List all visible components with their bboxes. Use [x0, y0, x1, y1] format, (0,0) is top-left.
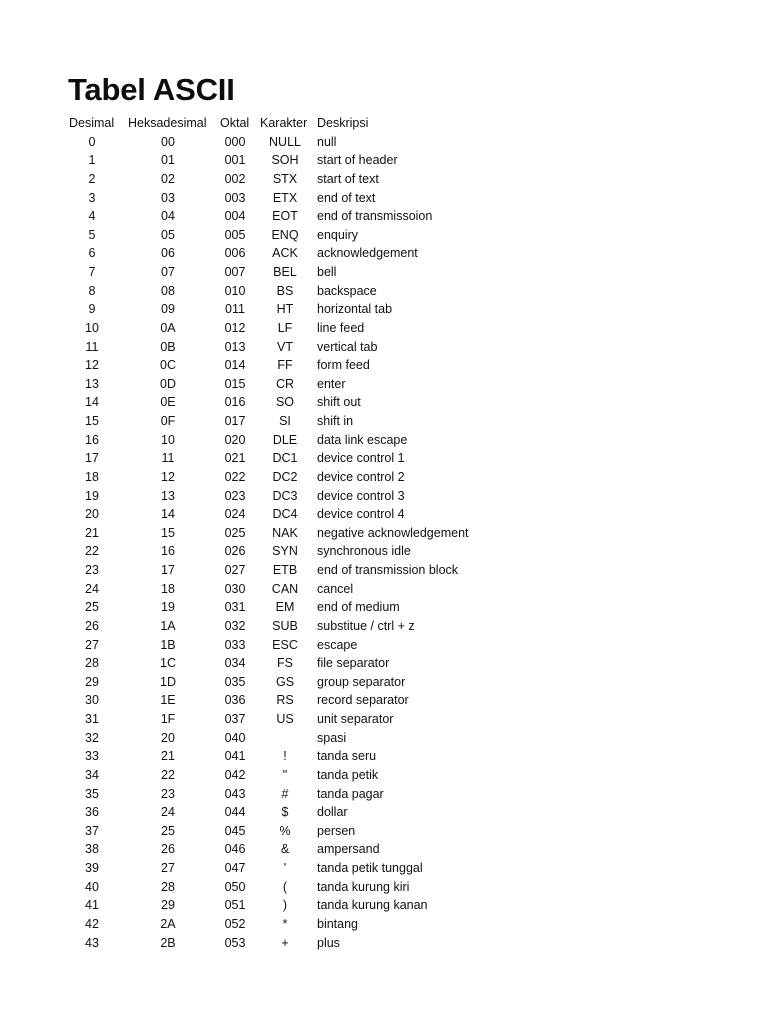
cell-desimal: 37 — [85, 823, 99, 838]
cell-deskripsi: end of transmissoion — [317, 209, 433, 224]
table-row — [0, 691, 768, 710]
cell-karakter: # — [281, 786, 289, 801]
cell-deskripsi: enter — [317, 376, 346, 391]
cell-oktal: 050 — [224, 879, 246, 894]
table-row — [0, 729, 768, 748]
table-row — [0, 189, 768, 208]
cell-deskripsi: end of medium — [317, 600, 400, 615]
cell-karakter: GS — [275, 674, 295, 689]
cell-heksadesimal: 0E — [160, 395, 176, 410]
cell-deskripsi: enquiry — [317, 227, 358, 242]
cell-heksadesimal: 23 — [161, 786, 175, 801]
cell-desimal: 11 — [85, 339, 99, 354]
cell-karakter: ETX — [272, 190, 298, 205]
cell-karakter: SYN — [272, 544, 298, 559]
cell-oktal: 022 — [224, 469, 246, 484]
cell-karakter: SI — [279, 414, 291, 428]
table-row — [0, 747, 768, 766]
cell-deskripsi: tanda kurung kanan — [317, 898, 428, 913]
cell-oktal: 013 — [224, 339, 246, 354]
cell-deskripsi: unit separator — [317, 712, 394, 726]
table-row — [0, 282, 768, 301]
cell-oktal: 006 — [224, 246, 246, 261]
cell-deskripsi: tanda seru — [317, 749, 377, 764]
cell-desimal: 38 — [85, 842, 99, 857]
header-oktal: Oktal — [220, 116, 250, 130]
cell-oktal: 036 — [224, 693, 246, 708]
cell-desimal: 40 — [85, 879, 99, 894]
cell-desimal: 12 — [85, 358, 99, 373]
cell-karakter: % — [279, 823, 291, 838]
cell-oktal: 037 — [224, 712, 246, 726]
cell-karakter: BEL — [273, 265, 297, 279]
cell-desimal: 10 — [85, 320, 99, 335]
cell-deskripsi: persen — [317, 823, 356, 838]
cell-karakter: FS — [277, 656, 293, 671]
cell-desimal: 35 — [85, 786, 99, 801]
cell-karakter: NAK — [272, 525, 298, 540]
cell-heksadesimal: 1A — [160, 618, 176, 633]
cell-oktal: 002 — [224, 171, 246, 186]
cell-heksadesimal: 1C — [160, 656, 176, 671]
page-title: Tabel ASCII — [68, 72, 235, 107]
cell-oktal: 005 — [224, 227, 246, 242]
ascii-table — [0, 114, 768, 952]
cell-desimal: 3 — [88, 190, 96, 205]
cell-deskripsi: null — [317, 134, 337, 149]
cell-karakter: LF — [277, 320, 293, 335]
cell-deskripsi: device control 2 — [317, 469, 405, 484]
cell-karakter: & — [280, 842, 290, 857]
cell-desimal: 15 — [85, 414, 99, 428]
cell-karakter: + — [281, 935, 289, 950]
cell-desimal: 9 — [88, 302, 96, 317]
cell-oktal: 033 — [224, 637, 246, 652]
cell-karakter: DC1 — [272, 451, 298, 466]
cell-desimal: 22 — [85, 544, 99, 559]
cell-heksadesimal: 26 — [161, 842, 175, 857]
cell-heksadesimal: 25 — [161, 823, 175, 838]
table-row — [0, 207, 768, 226]
cell-deskripsi: bell — [317, 265, 337, 279]
cell-oktal: 046 — [224, 842, 246, 857]
cell-heksadesimal: 14 — [161, 507, 175, 522]
cell-heksadesimal: 10 — [161, 432, 175, 447]
cell-desimal: 25 — [85, 600, 99, 615]
cell-karakter: * — [282, 916, 288, 931]
cell-desimal: 34 — [85, 767, 99, 782]
cell-desimal: 28 — [85, 656, 99, 671]
cell-heksadesimal: 28 — [161, 879, 175, 894]
cell-deskripsi: line feed — [317, 320, 365, 335]
cell-desimal: 42 — [85, 916, 99, 931]
cell-desimal: 18 — [85, 469, 99, 484]
cell-desimal: 2 — [88, 171, 96, 186]
cell-desimal: 13 — [85, 376, 99, 391]
cell-oktal: 031 — [224, 600, 246, 615]
table-row — [0, 133, 768, 152]
table-row — [0, 375, 768, 394]
cell-heksadesimal: 1B — [160, 637, 176, 652]
table-row — [0, 785, 768, 804]
cell-heksadesimal: 0F — [160, 414, 176, 428]
cell-heksadesimal: 11 — [161, 451, 175, 466]
cell-oktal: 030 — [224, 581, 246, 596]
cell-heksadesimal: 2B — [160, 935, 176, 950]
table-row — [0, 263, 768, 282]
cell-karakter: ' — [283, 861, 287, 875]
cell-desimal: 5 — [88, 227, 96, 242]
cell-deskripsi: device control 1 — [317, 451, 405, 466]
cell-deskripsi: group separator — [317, 674, 406, 689]
table-row — [0, 822, 768, 841]
cell-desimal: 31 — [85, 712, 99, 726]
table-row — [0, 896, 768, 915]
cell-deskripsi: backspace — [317, 283, 377, 298]
header-heksadesimal: Heksadesimal — [128, 116, 207, 130]
cell-oktal: 015 — [224, 376, 246, 391]
cell-deskripsi: synchronous idle — [317, 544, 411, 559]
cell-deskripsi: tanda pagar — [317, 786, 384, 801]
cell-oktal: 000 — [224, 134, 246, 149]
cell-heksadesimal: 24 — [161, 805, 175, 820]
cell-heksadesimal: 0A — [160, 320, 176, 335]
cell-desimal: 0 — [88, 134, 96, 149]
cell-deskripsi: spasi — [317, 730, 347, 745]
cell-desimal: 24 — [85, 581, 99, 596]
cell-karakter: FF — [277, 358, 293, 373]
cell-heksadesimal: 0D — [160, 376, 176, 391]
cell-desimal: 16 — [85, 432, 99, 447]
cell-oktal: 042 — [224, 767, 246, 782]
cell-karakter: BS — [276, 283, 294, 298]
cell-oktal: 003 — [224, 190, 246, 205]
table-row — [0, 915, 768, 934]
cell-deskripsi: acknowledgement — [317, 246, 418, 261]
table-row — [0, 580, 768, 599]
cell-karakter: DC3 — [272, 488, 298, 503]
cell-oktal: 044 — [224, 805, 246, 820]
cell-desimal: 23 — [85, 563, 99, 577]
cell-deskripsi: shift out — [317, 395, 361, 410]
table-row — [0, 524, 768, 543]
cell-deskripsi: bintang — [317, 916, 359, 931]
table-row — [0, 468, 768, 487]
cell-deskripsi: file separator — [317, 656, 390, 671]
cell-karakter: " — [282, 767, 288, 782]
cell-deskripsi: tanda petik tunggal — [317, 861, 423, 875]
table-row — [0, 542, 768, 561]
cell-oktal: 043 — [224, 786, 246, 801]
header-karakter: Karakter — [260, 116, 308, 130]
cell-heksadesimal: 0B — [160, 339, 176, 354]
cell-deskripsi: end of text — [317, 190, 376, 205]
table-row — [0, 170, 768, 189]
cell-desimal: 14 — [85, 395, 99, 410]
cell-oktal: 047 — [224, 861, 246, 875]
cell-heksadesimal: 20 — [161, 730, 175, 745]
cell-heksadesimal: 22 — [161, 767, 175, 782]
cell-heksadesimal: 15 — [161, 525, 175, 540]
table-row — [0, 636, 768, 655]
cell-deskripsi: record separator — [317, 693, 409, 708]
cell-heksadesimal: 0C — [160, 358, 176, 373]
table-row — [0, 598, 768, 617]
table-row — [0, 505, 768, 524]
cell-karakter: ESC — [272, 637, 298, 652]
cell-oktal: 027 — [224, 563, 246, 577]
table-row — [0, 561, 768, 580]
cell-desimal: 8 — [88, 283, 96, 298]
table-row — [0, 244, 768, 263]
table-row — [0, 859, 768, 878]
table-row — [0, 710, 768, 729]
table-row — [0, 226, 768, 245]
cell-oktal: 052 — [224, 916, 246, 931]
cell-heksadesimal: 05 — [161, 227, 175, 242]
cell-oktal: 035 — [224, 674, 246, 689]
table-row — [0, 766, 768, 785]
cell-desimal: 39 — [85, 861, 99, 875]
cell-karakter: STX — [272, 171, 298, 186]
cell-oktal: 053 — [224, 935, 246, 950]
cell-oktal: 010 — [224, 283, 246, 298]
cell-heksadesimal: 02 — [161, 171, 175, 186]
cell-oktal: 012 — [224, 320, 246, 335]
cell-desimal: 21 — [85, 525, 99, 540]
cell-deskripsi: vertical tab — [317, 339, 378, 354]
table-row — [0, 151, 768, 170]
cell-deskripsi: form feed — [317, 358, 370, 373]
cell-oktal: 040 — [224, 730, 246, 745]
cell-heksadesimal: 21 — [161, 749, 175, 764]
cell-deskripsi: tanda petik — [317, 767, 379, 782]
cell-deskripsi: cancel — [317, 581, 354, 596]
table-row — [0, 840, 768, 859]
table-row — [0, 487, 768, 506]
cell-oktal: 007 — [224, 265, 246, 279]
table-row — [0, 617, 768, 636]
table-row — [0, 431, 768, 450]
cell-deskripsi: device control 3 — [317, 488, 405, 503]
cell-desimal: 1 — [88, 153, 96, 168]
cell-deskripsi: negative acknowledgement — [317, 525, 469, 540]
cell-karakter: ETB — [272, 563, 298, 577]
cell-karakter: EOT — [272, 209, 298, 224]
header-deskripsi: Deskripsi — [317, 116, 369, 130]
cell-desimal: 41 — [85, 898, 99, 913]
cell-karakter: DLE — [272, 432, 298, 447]
cell-karakter: ACK — [272, 246, 298, 261]
cell-oktal: 014 — [224, 358, 246, 373]
cell-deskripsi: start of text — [317, 171, 379, 186]
cell-heksadesimal: 2A — [160, 916, 176, 931]
cell-oktal: 020 — [224, 432, 246, 447]
cell-heksadesimal: 13 — [161, 488, 175, 503]
cell-heksadesimal: 09 — [161, 302, 175, 317]
cell-karakter: NULL — [269, 134, 301, 149]
cell-deskripsi: data link escape — [317, 432, 408, 447]
table-row — [0, 412, 768, 431]
cell-oktal: 004 — [224, 209, 246, 224]
cell-desimal: 20 — [85, 507, 99, 522]
cell-desimal: 30 — [85, 693, 99, 708]
cell-oktal: 026 — [224, 544, 246, 559]
table-row — [0, 300, 768, 319]
cell-karakter: CR — [275, 376, 295, 391]
cell-oktal: 017 — [224, 414, 246, 428]
cell-heksadesimal: 03 — [161, 190, 175, 205]
cell-karakter: SOH — [271, 153, 299, 168]
table-row — [0, 654, 768, 673]
cell-heksadesimal: 08 — [161, 283, 175, 298]
cell-heksadesimal: 06 — [161, 246, 175, 261]
cell-deskripsi: escape — [317, 637, 358, 652]
table-row — [0, 393, 768, 412]
cell-karakter: $ — [281, 805, 289, 820]
cell-deskripsi: plus — [317, 935, 340, 950]
header-desimal: Desimal — [69, 116, 115, 130]
cell-karakter: ! — [283, 749, 287, 764]
cell-deskripsi: start of header — [317, 153, 398, 168]
cell-oktal: 025 — [224, 525, 246, 540]
table-row — [0, 356, 768, 375]
cell-karakter: SUB — [272, 618, 298, 633]
cell-heksadesimal: 00 — [161, 134, 175, 149]
cell-karakter: DC4 — [272, 507, 298, 522]
table-row — [0, 934, 768, 953]
cell-deskripsi: device control 4 — [317, 507, 405, 522]
cell-desimal: 27 — [85, 637, 99, 652]
cell-heksadesimal: 1F — [160, 712, 176, 726]
cell-oktal: 016 — [224, 395, 246, 410]
cell-heksadesimal: 27 — [161, 861, 175, 875]
table-row — [0, 319, 768, 338]
cell-desimal: 36 — [85, 805, 99, 820]
table-row — [0, 673, 768, 692]
cell-oktal: 024 — [224, 507, 246, 522]
cell-deskripsi: horizontal tab — [317, 302, 393, 317]
cell-karakter: SO — [275, 395, 295, 410]
table-body — [0, 133, 768, 953]
cell-oktal: 023 — [224, 488, 246, 503]
cell-heksadesimal: 18 — [161, 581, 175, 596]
cell-heksadesimal: 1D — [160, 674, 176, 689]
cell-desimal: 43 — [85, 935, 99, 950]
cell-heksadesimal: 01 — [161, 153, 175, 168]
cell-deskripsi: substitue / ctrl + z — [317, 618, 415, 633]
cell-heksadesimal: 1E — [160, 693, 176, 708]
table-header-row — [0, 114, 768, 133]
cell-heksadesimal: 07 — [161, 265, 175, 279]
cell-deskripsi: end of transmission block — [317, 563, 459, 577]
cell-oktal: 011 — [225, 302, 245, 317]
cell-desimal: 4 — [88, 209, 96, 224]
cell-karakter: CAN — [271, 581, 299, 596]
cell-karakter: EM — [275, 600, 295, 615]
cell-heksadesimal: 16 — [161, 544, 175, 559]
table-row — [0, 449, 768, 468]
table-row — [0, 803, 768, 822]
cell-desimal: 32 — [85, 730, 99, 745]
cell-deskripsi: shift in — [317, 414, 354, 428]
cell-karakter: ( — [282, 879, 288, 894]
cell-oktal: 051 — [224, 898, 246, 913]
cell-oktal: 041 — [224, 749, 246, 764]
cell-oktal: 001 — [224, 153, 246, 168]
cell-heksadesimal: 29 — [161, 898, 175, 913]
cell-deskripsi: ampersand — [317, 842, 380, 857]
cell-desimal: 7 — [88, 265, 96, 279]
cell-desimal: 29 — [85, 674, 99, 689]
cell-karakter: RS — [276, 693, 294, 708]
cell-heksadesimal: 19 — [161, 600, 175, 615]
cell-karakter: HT — [276, 302, 294, 317]
cell-desimal: 17 — [85, 451, 99, 466]
cell-oktal: 045 — [224, 823, 246, 838]
cell-oktal: 021 — [224, 451, 246, 466]
cell-karakter: ) — [282, 898, 288, 913]
cell-oktal: 032 — [224, 618, 246, 633]
cell-desimal: 26 — [85, 618, 99, 633]
cell-karakter: VT — [277, 339, 293, 354]
cell-oktal: 034 — [224, 656, 246, 671]
cell-heksadesimal: 17 — [161, 563, 175, 577]
cell-deskripsi: dollar — [317, 805, 348, 820]
cell-desimal: 19 — [85, 488, 99, 503]
table-row — [0, 338, 768, 357]
table-row — [0, 878, 768, 897]
cell-karakter: DC2 — [272, 469, 298, 484]
cell-heksadesimal: 04 — [161, 209, 175, 224]
cell-karakter: ENQ — [271, 227, 299, 242]
cell-deskripsi: tanda kurung kiri — [317, 879, 410, 894]
cell-heksadesimal: 12 — [161, 469, 175, 484]
cell-desimal: 33 — [85, 749, 99, 764]
cell-desimal: 6 — [88, 246, 96, 261]
cell-karakter: US — [276, 712, 294, 726]
